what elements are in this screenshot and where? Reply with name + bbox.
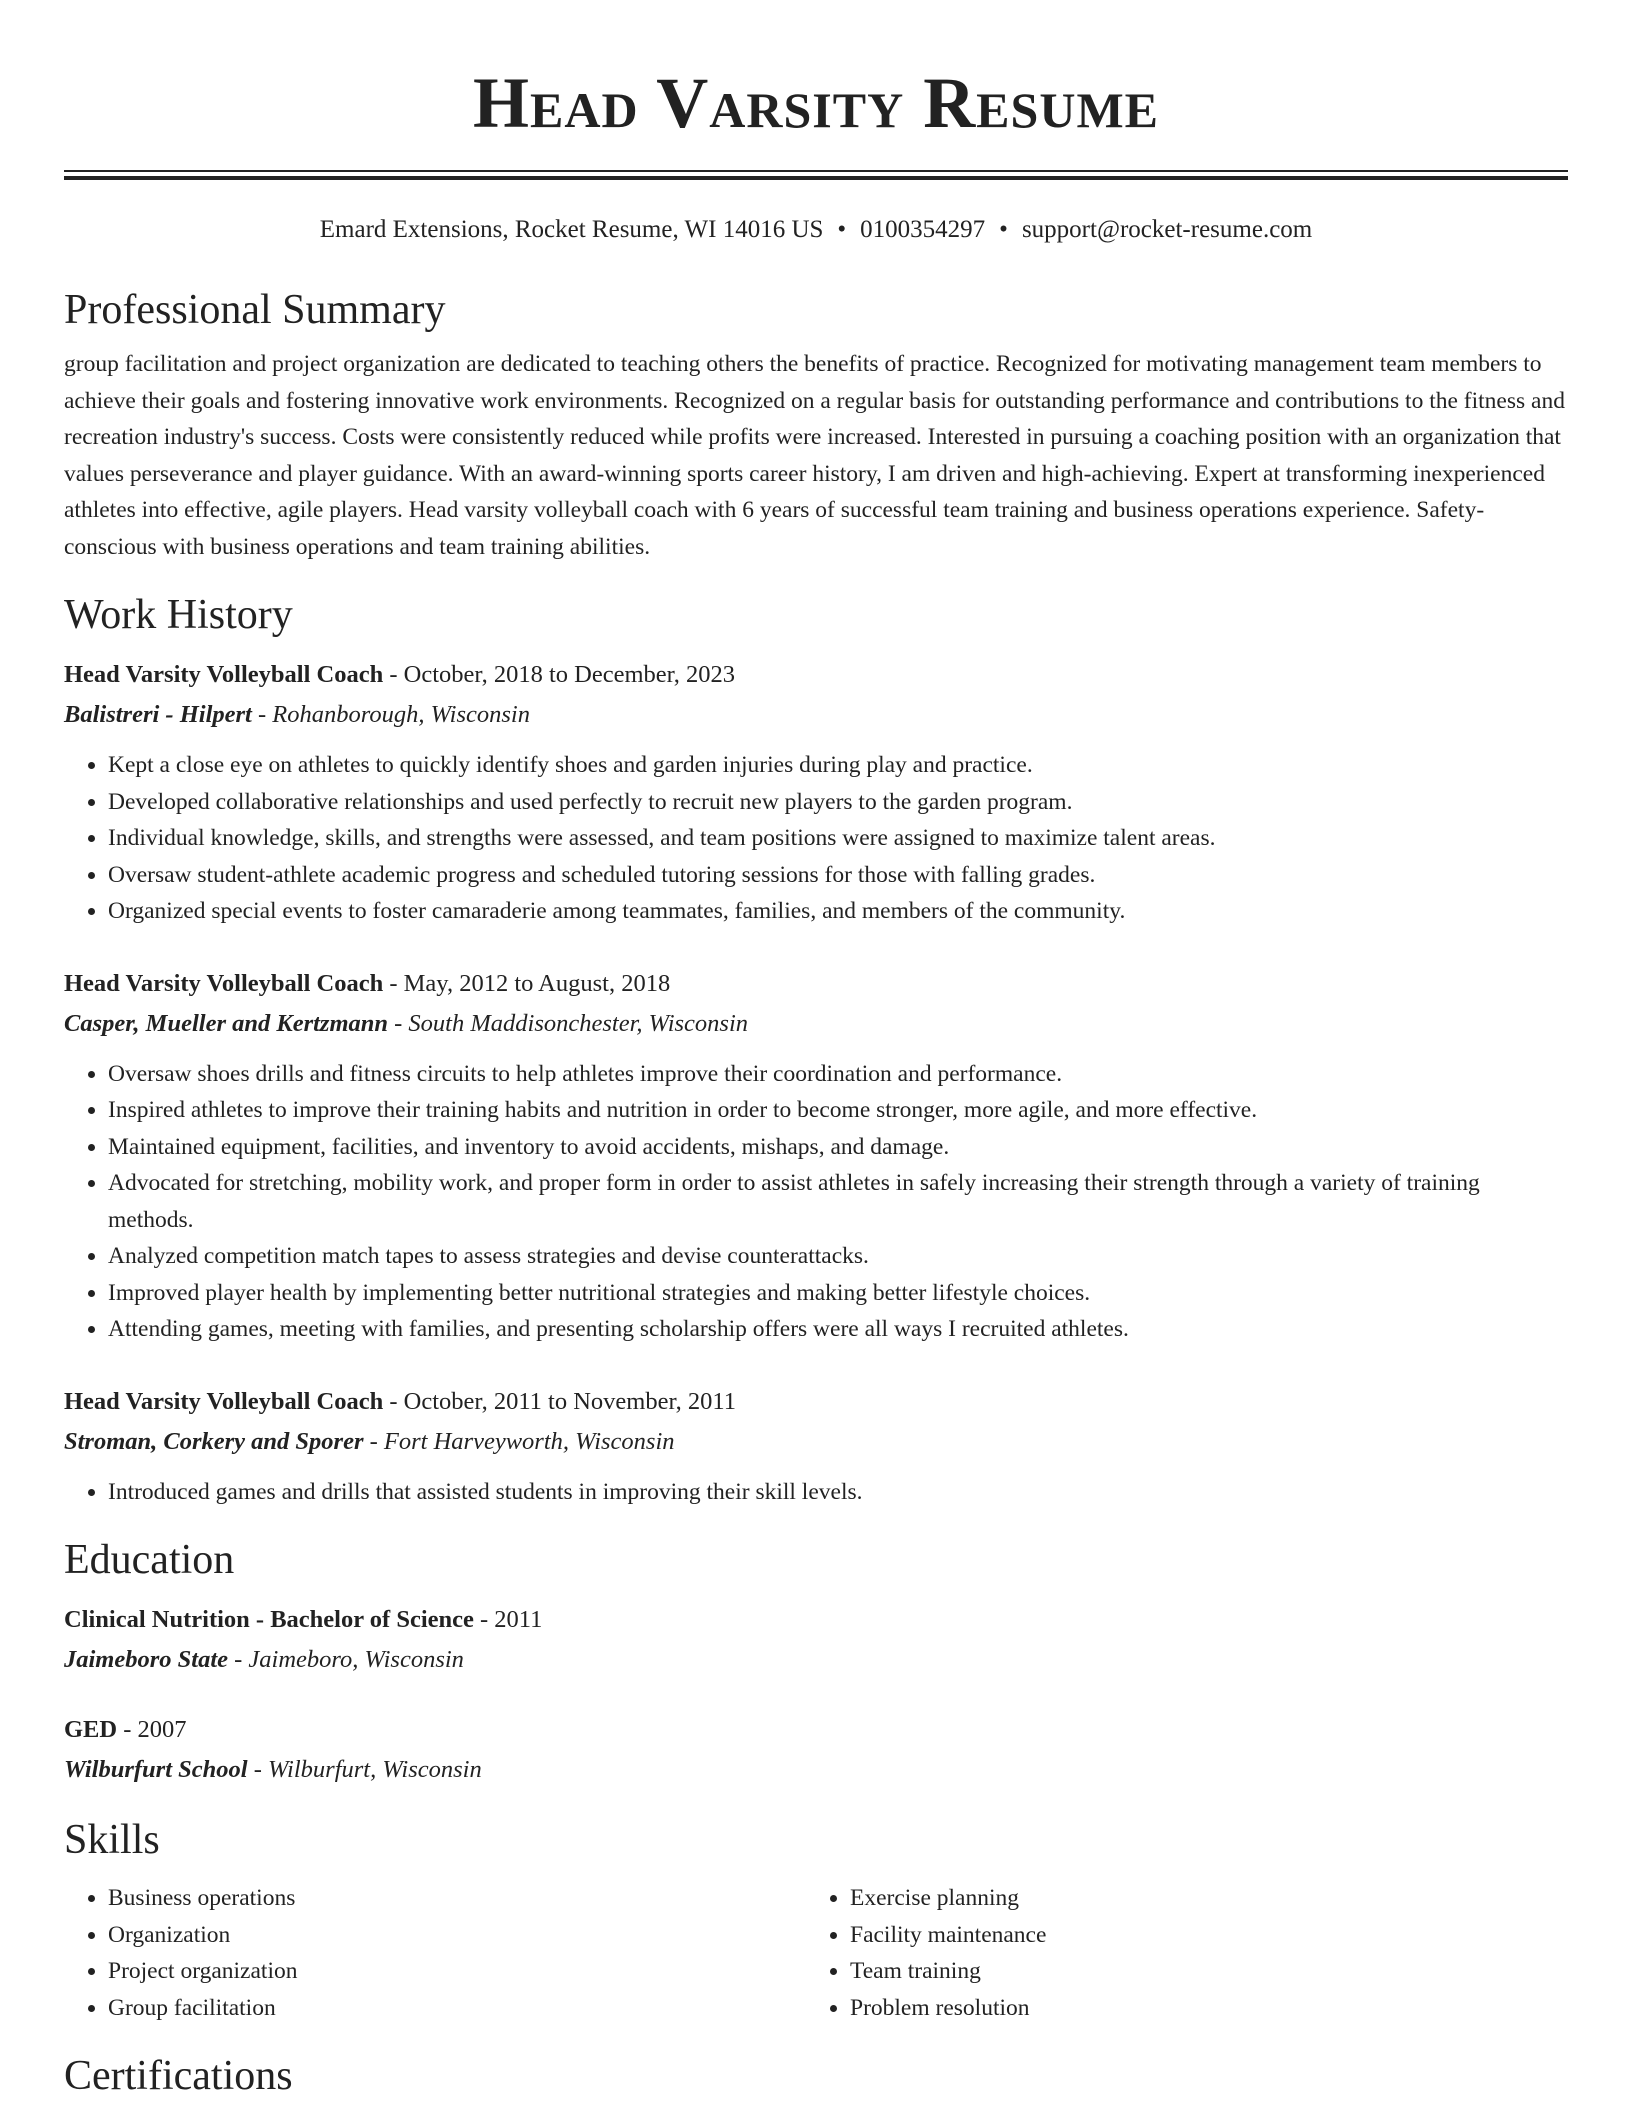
skill-item: • Group facilitation <box>108 1990 806 2027</box>
job-location: - South Maddisonchester, Wisconsin <box>388 1009 749 1037</box>
work-history-heading: Work History <box>64 592 293 638</box>
skill-item: • Facility maintenance <box>850 1917 1548 1954</box>
job-entry <box>64 1382 1568 1511</box>
job-bullet: • Improved player health by implementing better nutritional strategies and making better lifestyle choices. <box>108 1275 1568 1312</box>
education-heading: Education <box>64 1537 235 1583</box>
job-entry <box>64 655 1568 930</box>
job-dates: - May, 2012 to August, 2018 <box>383 969 671 997</box>
job-bullet: • Developed collaborative relationships and used perfectly to recruit new players to the garden program. <box>108 784 1568 821</box>
job-bullet: • Attending games, meeting with families, and presenting scholarship offers were all ways I recruited athletes. <box>108 1311 1568 1348</box>
summary-heading: Professional Summary <box>64 287 446 333</box>
job-title-line <box>64 964 1568 1004</box>
education-school-line <box>64 1750 1568 1790</box>
job-bullet: • Organized special events to foster camaraderie among teammates, families, and members of the community. <box>108 893 1568 930</box>
education-degree: Clinical Nutrition - Bachelor of Science <box>64 1606 474 1633</box>
job-entry <box>64 964 1568 1348</box>
job-location: - Rohanborough, Wisconsin <box>251 701 530 728</box>
job-title-line <box>64 1382 1568 1422</box>
contact-address: Emard Extensions, Rocket Resume, WI 14016 US <box>319 216 824 243</box>
resume-title: Head Varsity Resume <box>472 63 1159 143</box>
education-year: - 2011 <box>473 1606 543 1633</box>
certifications-heading: Certifications <box>64 2053 293 2099</box>
summary-text: group facilitation and project organization are dedicated to teaching others the benefits of practice. Recognized for motivating management team members to achieve their goals and fostering innovative work environments. Recognized on a regular basis for outstanding performance and contributions to the fitness and recreation industry's success. Costs were consistently reduced while profits were increased. Interested in pursuing a coaching position with an organization that values perseverance and player guidance. With an award-winning sports career history, I am driven and high-achieving. Expert at transforming inexperienced athletes into effective, agile players. Head varsity volleyball coach with 6 years of successful team training and business operations experience. Safety-conscious with business operations and team training abilities. <box>64 351 1565 560</box>
job-bullet: • Oversaw shoes drills and fitness circuits to help athletes improve their coordination and performance. <box>108 1056 1568 1093</box>
title-double-rule <box>64 170 1568 180</box>
skill-item: • Organization <box>108 1917 806 1954</box>
job-company: Casper, Mueller and Kertzmann <box>64 1009 389 1037</box>
job-company-line <box>64 1004 1568 1044</box>
job-title-line <box>64 655 1568 695</box>
skills-left-column <box>64 1880 806 2026</box>
skill-item: • Team training <box>850 1953 1548 1990</box>
job-company: Balistreri - Hilpert <box>64 701 252 728</box>
skill-item: • Business operations <box>108 1880 806 1917</box>
job-dates: - October, 2011 to November, 2011 <box>383 1387 736 1415</box>
skill-item: • Problem resolution <box>850 1990 1548 2027</box>
job-company-line <box>64 695 1568 735</box>
contact-separator: • <box>837 216 847 243</box>
education-school: Wilburfurt School <box>64 1756 248 1783</box>
skills-right-column <box>806 1880 1548 2026</box>
education-entry <box>64 1600 1568 1680</box>
contact-line <box>64 214 1568 246</box>
skills-heading: Skills <box>64 1817 160 1863</box>
job-bullet: • Introduced games and drills that assisted students in improving their skill levels. <box>108 1474 1568 1511</box>
education-location: - Jaimeboro, Wisconsin <box>228 1646 464 1673</box>
job-bullet: • Oversaw student-athlete academic progress and scheduled tutoring sessions for those with falling grades. <box>108 857 1568 894</box>
job-title: Head Varsity Volleyball Coach <box>64 661 384 688</box>
job-bullet: • Maintained equipment, facilities, and inventory to avoid accidents, mishaps, and damage. <box>108 1129 1568 1166</box>
job-bullets <box>64 747 1568 930</box>
job-title: Head Varsity Volleyball Coach <box>64 969 384 997</box>
job-company: Stroman, Corkery and Sporer <box>64 1427 364 1455</box>
job-bullet: • Individual knowledge, skills, and strengths were assessed, and team positions were assigned to maximize talent areas. <box>108 820 1568 857</box>
job-title: Head Varsity Volleyball Coach <box>64 1387 384 1415</box>
job-bullets <box>64 1056 1568 1348</box>
job-bullets <box>64 1474 1568 1511</box>
education-school: Jaimeboro State <box>64 1646 229 1673</box>
contact-email: support@rocket-resume.com <box>1021 216 1313 243</box>
job-company-line <box>64 1422 1568 1462</box>
job-bullet: • Kept a close eye on athletes to quickly identify shoes and garden injuries during play and practice. <box>108 747 1568 784</box>
skill-item: • Exercise planning <box>850 1880 1548 1917</box>
job-bullet: • Advocated for stretching, mobility work, and proper form in order to assist athletes in safely increasing their strength through a variety of training methods. <box>108 1165 1568 1238</box>
education-year: - 2007 <box>117 1716 187 1743</box>
education-school-line <box>64 1640 1568 1680</box>
education-degree: GED <box>64 1716 118 1743</box>
education-location: - Wilburfurt, Wisconsin <box>247 1756 482 1783</box>
job-dates: - October, 2018 to December, 2023 <box>383 661 736 688</box>
job-bullet: • Analyzed competition match tapes to assess strategies and devise counterattacks. <box>108 1238 1568 1275</box>
contact-phone: 0100354297 <box>860 216 986 243</box>
education-degree-line <box>64 1710 1568 1750</box>
education-degree-line <box>64 1600 1568 1640</box>
skill-item: • Project organization <box>108 1953 806 1990</box>
skills-columns <box>64 1880 1568 2026</box>
job-bullet: • Inspired athletes to improve their training habits and nutrition in order to become stronger, more agile, and more effective. <box>108 1092 1568 1129</box>
job-location: - Fort Harveyworth, Wisconsin <box>363 1427 675 1455</box>
education-entry <box>64 1710 1568 1790</box>
contact-separator: • <box>999 216 1008 243</box>
